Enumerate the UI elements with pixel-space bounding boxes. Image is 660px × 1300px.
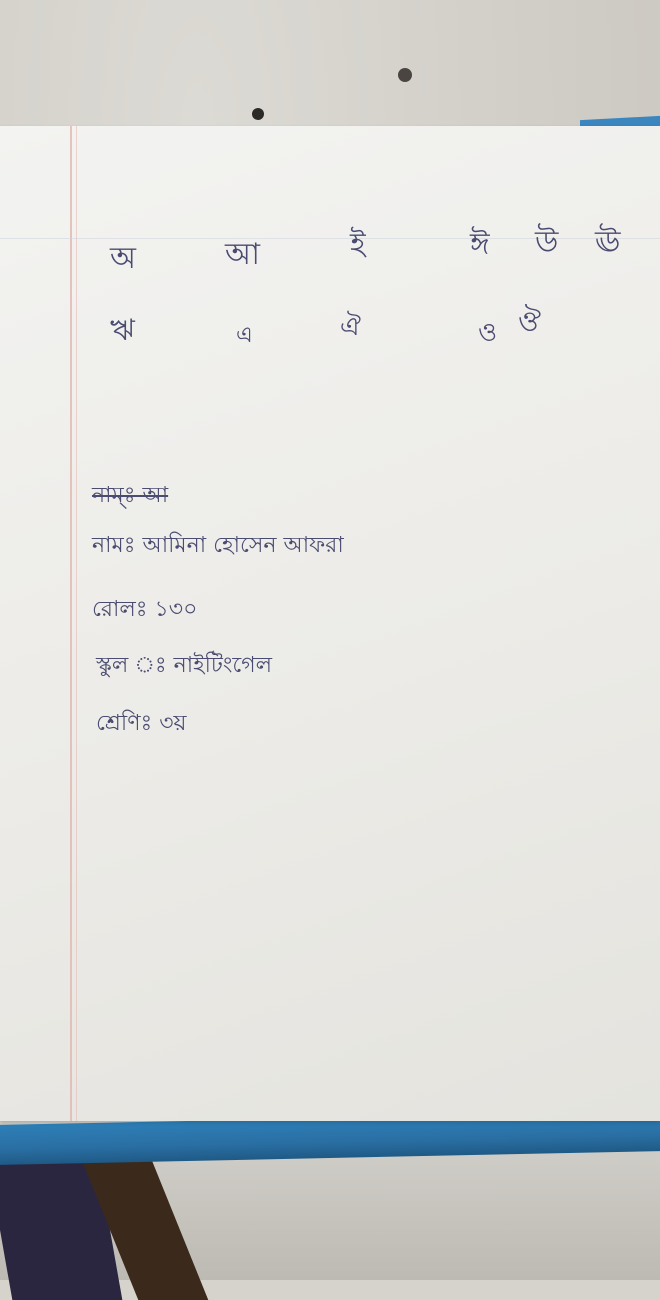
vowel: উ	[535, 225, 560, 260]
vowel: ও	[478, 318, 499, 348]
vowel: ঈ	[470, 227, 491, 262]
student-name: নামঃ আমিনা হোসেন আফরা	[92, 533, 344, 558]
vowel: ঋ	[110, 313, 136, 348]
struck-out-text: নাম্ঃ আ	[92, 483, 169, 508]
vowel: ঔ	[518, 305, 542, 338]
notebook-page	[0, 126, 660, 1121]
wall-spot	[252, 108, 264, 120]
school-name: স্কুল ঃ নাইটিংগেল	[96, 653, 273, 678]
margin-line	[76, 126, 77, 1121]
vowel: ই	[350, 227, 367, 262]
roll-number: রোলঃ ১৩০	[92, 597, 198, 622]
vowel: এ	[236, 323, 254, 348]
class-grade: শ্রেণিঃ ৩য়	[96, 711, 187, 736]
wall-spot	[398, 68, 412, 82]
margin-line	[70, 126, 72, 1121]
vowel: অ	[110, 241, 137, 276]
ruled-line	[0, 238, 660, 239]
vowel: আ	[225, 237, 261, 272]
vowel: ঐ	[340, 312, 362, 342]
vowel: ঊ	[595, 225, 622, 260]
